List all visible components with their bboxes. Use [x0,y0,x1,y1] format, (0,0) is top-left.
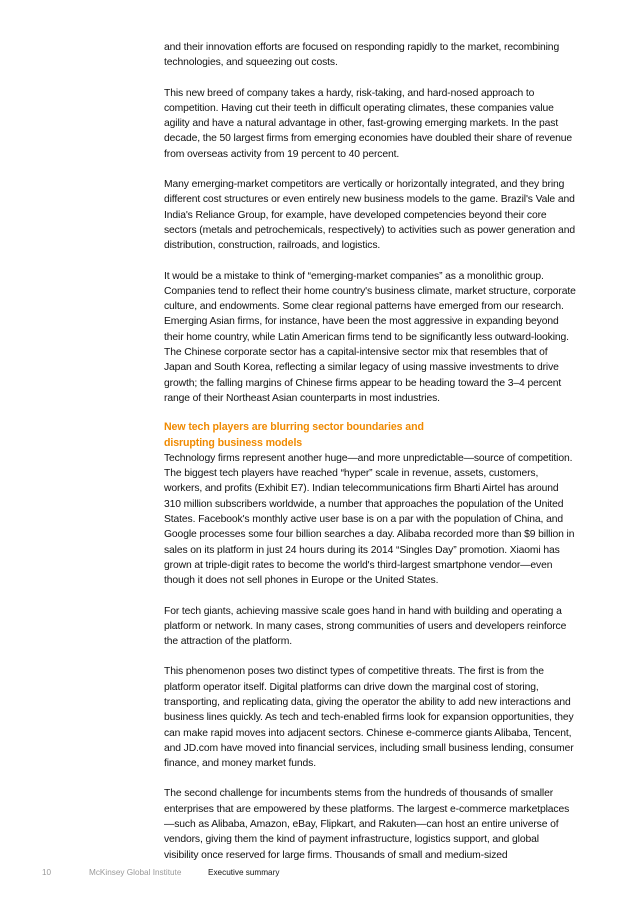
paragraph-tech-firms: Technology firms represent another huge—and more unpredictable—source of competition. The biggest tech players have reached “hyper” scale in revenue, assets, customers, workers, and profits (Exhibit E7). Indian telecommunications firm Bharti Airtel has around 310 million subscribers worldwide, a number that approaches the population of the United States. Facebook's monthly active user base is on a par with the population of China, and Google processes some four billion searches a day. Alibaba recorded more than $9 billion in sales on its platform in just 24 hours during its 2014 “Singles Day” promotion. Xiaomi has grown at triple-digit rates to become the world's third-largest smartphone vendor—even though it does not sell phones in Europe or the United States. [164,452,575,587]
publisher-name: McKinsey Global Institute [89,868,182,877]
page-body [164,40,576,863]
page-number: 10 [42,868,52,877]
paragraph-competitive-threats: This phenomenon poses two distinct types of competitive threats. The first is from the platform operator itself. Digital platforms can drive down the marginal cost of storing, transporting, and replicating data, giving the operator the ability to add new interactions and business lines quickly. As tech and tech-enabled firms look for expansion opportunities, they can make rapid moves into adjacent sectors. Chinese e-commerce giants Alibaba, Tencent, and JD.com have moved into financial services, including small business lending, consumer finance, and money market funds. [164,666,574,770]
paragraph-integration: Many emerging-market competitors are vertically or horizontally integrated, and they bring different cost structures or even entirely new business models to the game. Brazil's Vale and India's Reliance Group, for example, have developed competencies beyond their core sectors (metals and petrochemicals, respectively) to activities such as power generation and distribution, construction, railroads, and logistics. [164,179,575,252]
paragraph-tech-giants-scale: For tech giants, achieving massive scale goes hand in hand with building and operating a platform or network. In many cases, strong communities of users and developers reinforce the attraction of the platform. [164,605,567,648]
paragraph-new-breed: This new breed of company takes a hardy, risk-taking, and hard-nosed approach to competition. Having cut their teeth in difficult operating climates, these companies value agility and have a natural advantage in other, fast-growing emerging markets. In the past decade, the 50 largest firms from emerging economies have doubled their share of revenue from overseas activity from 19 percent to 40 percent. [164,87,573,160]
paragraph-second-challenge: The second challenge for incumbents stems from the hundreds of thousands of smaller enterprises that are empowered by these platforms. The largest e-commerce marketplaces—such as Alibaba, Amazon, eBay, Flipkart, and Rakuten—can host an entire universe of vendors, giving them the kind of payment infrastructure, logistics support, and global visibility once reserved for large firms. Thousands of small and medium-sized [164,788,570,861]
section-heading-line-2: disrupting business models [164,436,303,449]
paragraph-intro-continuation: and their innovation efforts are focused on responding rapidly to the market, recombining technologies, and squeezing out costs. [164,42,560,69]
paragraph-regional-patterns: It would be a mistake to think of “emerging-market companies” as a monolithic group. Companies tend to reflect their home country's business climate, market structure, corporate culture, and endowments. Some clear regional patterns have emerged from our research. Emerging Asian firms, for instance, have been the most aggressive in expanding beyond their home country, while Latin American firms tend to be significantly less outward-looking. The Chinese corporate sector has a capital-intensive sector mix that resembles that of Japan and South Korea, reflecting a similar legacy of using massive investments to drive growth; the falling margins of Chinese firms appear to be heading toward the 3–4 percent range of their Northeast Asian counterparts in most industries. [164,270,576,404]
section-heading [164,420,576,451]
section-name: Executive summary [208,868,280,877]
section-heading-line-1: New tech players are blurring sector boundaries and [164,421,424,434]
